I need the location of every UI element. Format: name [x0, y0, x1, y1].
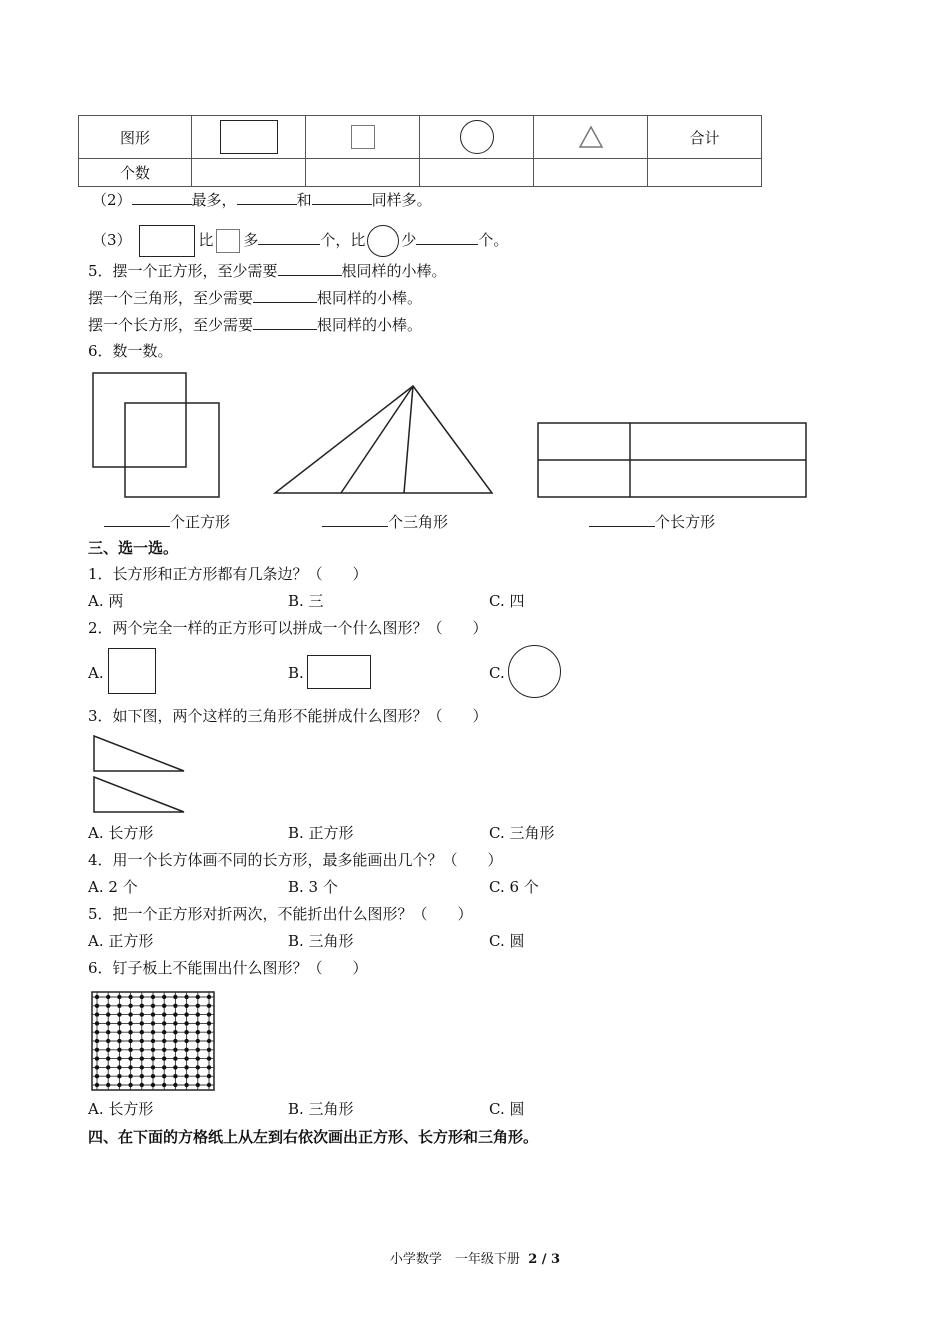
peg [106, 1004, 110, 1008]
peg [95, 1030, 99, 1034]
s3-q4-option-c[interactable]: C. 6 个 [489, 878, 539, 896]
answer-blank[interactable] [132, 189, 192, 205]
peg [140, 1065, 144, 1069]
peg [117, 995, 121, 999]
peg [196, 1074, 200, 1078]
peg [140, 1012, 144, 1016]
answer-blank[interactable] [104, 511, 170, 527]
divided-rectangle-figure [535, 420, 809, 500]
peg [106, 1083, 110, 1087]
pegboard-figure [88, 988, 218, 1094]
answer-blank[interactable] [253, 314, 317, 330]
peg [184, 1056, 188, 1060]
peg [173, 995, 177, 999]
peg [196, 1012, 200, 1016]
peg [106, 1074, 110, 1078]
circle-icon [460, 120, 494, 154]
table-header-count: 个数 [79, 159, 192, 187]
peg [151, 1074, 155, 1078]
answer-rectangles: 个长方形 [589, 511, 715, 532]
s3-q2-option-b[interactable]: B. [288, 664, 304, 682]
square-icon [351, 125, 375, 149]
s3-q4-option-b[interactable]: B. 3 个 [288, 878, 338, 896]
peg [196, 995, 200, 999]
peg [151, 1083, 155, 1087]
count-cell-rectangle[interactable] [192, 159, 306, 187]
triangle-cell [534, 116, 648, 159]
s3-question-5: 5．把一个正方形对折两次，不能折出什么图形？（ ） [88, 905, 473, 923]
shape-count-table [78, 115, 762, 187]
answer-blank[interactable] [589, 511, 655, 527]
peg [140, 1039, 144, 1043]
s3-q3-option-c[interactable]: C. 三角形 [489, 824, 555, 842]
square-icon [108, 648, 156, 694]
peg [95, 1012, 99, 1016]
peg [184, 1039, 188, 1043]
peg [173, 1065, 177, 1069]
peg [196, 1083, 200, 1087]
peg [173, 1048, 177, 1052]
peg [95, 1021, 99, 1025]
peg [106, 1030, 110, 1034]
question-5-line-3: 摆一个长方形，至少需要 根同样的小棒。 [88, 316, 423, 334]
peg [196, 1065, 200, 1069]
circle-icon [367, 225, 399, 257]
answer-blank[interactable] [416, 229, 478, 245]
two-right-triangles-figure [92, 734, 188, 816]
peg [184, 1074, 188, 1078]
s3-question-4: 4．用一个长方体画不同的长方形，最多能画出几个？（ ） [88, 851, 503, 869]
peg [117, 1048, 121, 1052]
peg [173, 1083, 177, 1087]
page-number: 2 / 3 [528, 1252, 561, 1267]
peg [106, 1048, 110, 1052]
peg [151, 1065, 155, 1069]
peg [196, 1030, 200, 1034]
peg [173, 1004, 177, 1008]
peg [128, 1021, 132, 1025]
peg [207, 1012, 211, 1016]
peg [207, 1065, 211, 1069]
peg [140, 1056, 144, 1060]
s3-q4-option-a[interactable]: A. 2 个 [88, 878, 138, 896]
peg [162, 1065, 166, 1069]
peg [162, 1012, 166, 1016]
peg [162, 1030, 166, 1034]
peg [95, 995, 99, 999]
peg [95, 1039, 99, 1043]
peg [117, 1056, 121, 1060]
peg [207, 1048, 211, 1052]
triangle-icon [578, 125, 604, 149]
count-cell-square[interactable] [306, 159, 420, 187]
peg [207, 1039, 211, 1043]
peg [162, 1074, 166, 1078]
peg [162, 1004, 166, 1008]
peg [128, 1056, 132, 1060]
peg [117, 1021, 121, 1025]
peg [207, 1083, 211, 1087]
answer-triangles: 个三角形 [322, 511, 448, 532]
circle-cell [420, 116, 534, 159]
peg [140, 1083, 144, 1087]
answer-blank[interactable] [278, 260, 342, 276]
peg [128, 1083, 132, 1087]
peg [196, 1048, 200, 1052]
answer-squares: 个正方形 [104, 511, 230, 532]
peg [95, 1004, 99, 1008]
s3-q5-option-c[interactable]: C. 圆 [489, 932, 525, 950]
peg [128, 1039, 132, 1043]
peg [162, 995, 166, 999]
peg [151, 1004, 155, 1008]
section-3-heading: 三、选一选。 [88, 539, 179, 557]
peg [95, 1065, 99, 1069]
s3-q5-option-a[interactable]: A. 正方形 [88, 932, 154, 950]
question-5-line-2: 摆一个三角形，至少需要 根同样的小棒。 [88, 289, 423, 307]
split-triangle-figure [272, 382, 497, 498]
peg [173, 1012, 177, 1016]
peg [173, 1074, 177, 1078]
peg [196, 1039, 200, 1043]
peg [140, 1030, 144, 1034]
s3-q6-option-c[interactable]: C. 圆 [489, 1100, 525, 1118]
peg [128, 1012, 132, 1016]
circle-icon [508, 645, 561, 698]
peg [140, 995, 144, 999]
peg [151, 1030, 155, 1034]
peg [117, 1030, 121, 1034]
overlapping-squares-figure [90, 370, 225, 502]
peg [173, 1039, 177, 1043]
square-icon [216, 229, 240, 253]
square-cell [306, 116, 420, 159]
peg [117, 1065, 121, 1069]
peg [95, 1074, 99, 1078]
peg [117, 1004, 121, 1008]
s3-question-3: 3．如下图，两个这样的三角形不能拼成什么图形？（ ） [88, 707, 488, 725]
peg [117, 1012, 121, 1016]
peg [140, 1004, 144, 1008]
peg [207, 1030, 211, 1034]
peg [140, 1074, 144, 1078]
answer-blank[interactable] [312, 189, 372, 205]
peg [95, 1083, 99, 1087]
s3-q5-option-b[interactable]: B. 三角形 [288, 932, 354, 950]
peg [128, 1074, 132, 1078]
peg [128, 1004, 132, 1008]
rectangle-cell [192, 116, 306, 159]
peg [184, 1021, 188, 1025]
peg [173, 1021, 177, 1025]
answer-blank[interactable] [253, 287, 317, 303]
peg [207, 1056, 211, 1060]
answer-blank[interactable] [258, 229, 320, 245]
s3-q3-option-b[interactable]: B. 正方形 [288, 824, 354, 842]
peg [151, 1048, 155, 1052]
peg [196, 1004, 200, 1008]
answer-blank[interactable] [237, 189, 297, 205]
peg [162, 1083, 166, 1087]
peg [196, 1021, 200, 1025]
count-cell-circle[interactable] [420, 159, 534, 187]
s3-q6-option-b[interactable]: B. 三角形 [288, 1100, 354, 1118]
peg [117, 1083, 121, 1087]
s3-q3-option-a[interactable]: A. 长方形 [88, 824, 154, 842]
rectangle-icon [220, 120, 278, 154]
peg [207, 995, 211, 999]
s3-q1-option-a[interactable]: A. 两 [88, 592, 124, 610]
peg [106, 1012, 110, 1016]
answer-blank[interactable] [322, 511, 388, 527]
peg [151, 1039, 155, 1043]
peg [117, 1039, 121, 1043]
count-cell-total[interactable] [648, 159, 762, 187]
peg [162, 1021, 166, 1025]
s3-question-2: 2．两个完全一样的正方形可以拼成一个什么图形？（ ） [88, 619, 488, 637]
s3-q6-option-a[interactable]: A. 长方形 [88, 1100, 154, 1118]
peg [95, 1048, 99, 1052]
peg [151, 1021, 155, 1025]
peg [207, 1021, 211, 1025]
peg [151, 1056, 155, 1060]
page-footer: 小学数学 一年级下册 2 / 3 [389, 1252, 561, 1267]
peg [140, 1048, 144, 1052]
s3-question-1: 1．长方形和正方形都有几条边？（ ） [88, 565, 368, 583]
peg [117, 1074, 121, 1078]
peg [184, 1012, 188, 1016]
peg [106, 995, 110, 999]
question-6-title: 6．数一数。 [88, 342, 173, 360]
peg [173, 1030, 177, 1034]
peg [128, 995, 132, 999]
s3-q2-option-c[interactable]: C. [489, 664, 505, 682]
peg [151, 1012, 155, 1016]
peg [184, 1048, 188, 1052]
peg [173, 1056, 177, 1060]
peg [162, 1039, 166, 1043]
peg [184, 1083, 188, 1087]
peg [128, 1048, 132, 1052]
peg [106, 1039, 110, 1043]
peg [184, 995, 188, 999]
s3-q1-option-c[interactable]: C. 四 [489, 592, 525, 610]
question-2-line: （2） 最多， 和 同样多。 [92, 191, 432, 209]
table-header-shape: 图形 [79, 116, 192, 159]
table-header-total: 合计 [648, 116, 762, 159]
peg [140, 1021, 144, 1025]
peg [184, 1065, 188, 1069]
peg [184, 1030, 188, 1034]
peg [184, 1004, 188, 1008]
s3-q1-option-b[interactable]: B. 三 [288, 592, 324, 610]
peg [106, 1056, 110, 1060]
peg [162, 1048, 166, 1052]
peg [128, 1065, 132, 1069]
peg [106, 1065, 110, 1069]
peg [162, 1056, 166, 1060]
section-4-heading: 四、在下面的方格纸上从左到右依次画出正方形、长方形和三角形。 [88, 1128, 539, 1146]
rectangle-icon [139, 225, 195, 257]
peg [207, 1074, 211, 1078]
peg [128, 1030, 132, 1034]
peg [95, 1056, 99, 1060]
peg [207, 1004, 211, 1008]
s3-question-6: 6．钉子板上不能围出什么图形？（ ） [88, 959, 368, 977]
s3-q2-option-a[interactable]: A. [88, 664, 104, 682]
peg [151, 995, 155, 999]
peg [106, 1021, 110, 1025]
question-3-line: （3） 比 多 个，比 少 个。 [92, 225, 508, 257]
question-5-line-1: 5．摆一个正方形，至少需要 根同样的小棒。 [88, 262, 447, 280]
count-cell-triangle[interactable] [534, 159, 648, 187]
peg [196, 1056, 200, 1060]
rectangle-icon [307, 655, 371, 689]
